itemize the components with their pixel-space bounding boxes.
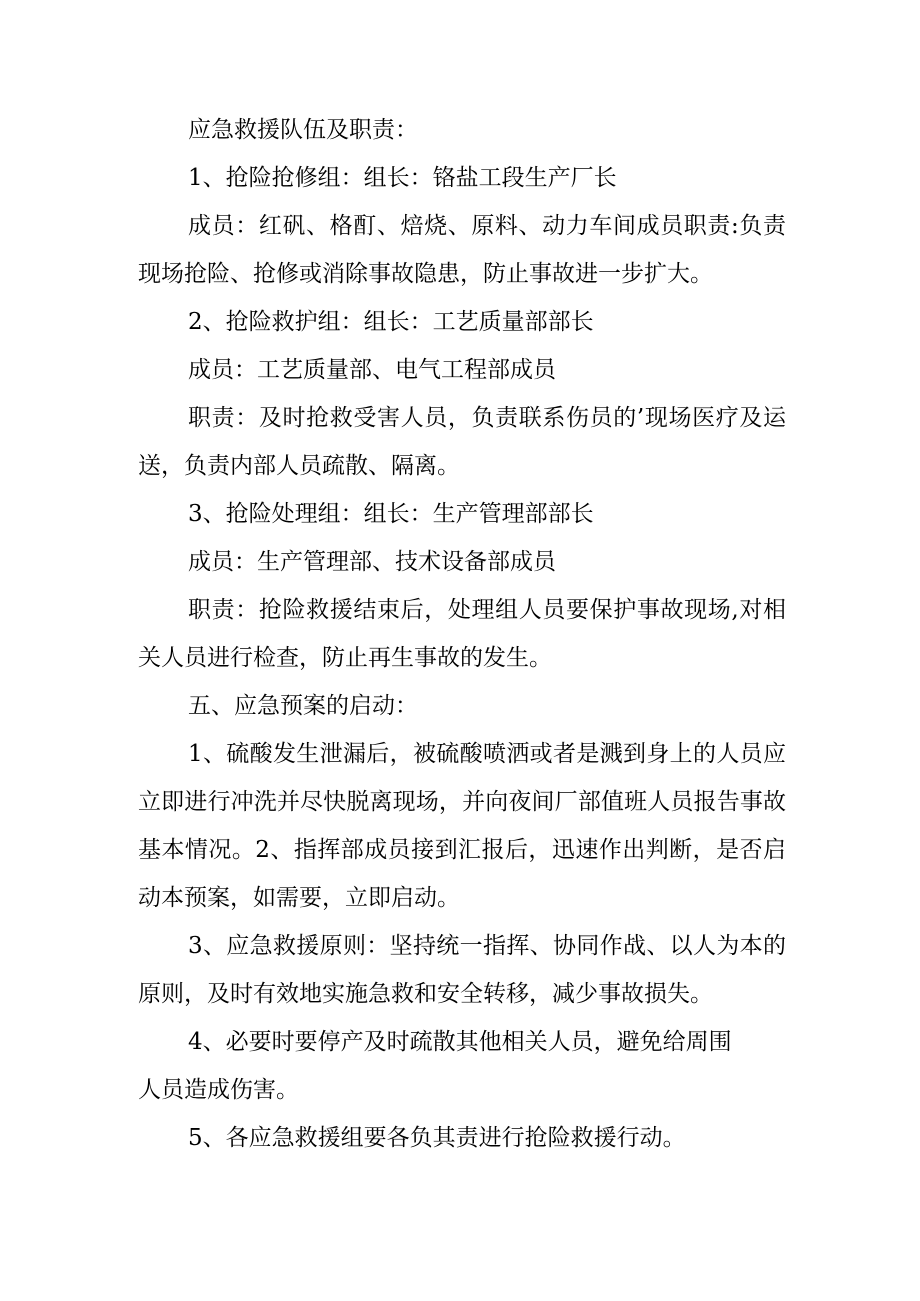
paragraph-rescue-aid-members: 成员：工艺质量部、电气工程部成员 [188, 357, 556, 383]
paragraph-plan-activation-heading: 五、应急预案的启动： [188, 693, 418, 719]
paragraph-rescue-aid-duties: 职责：及时抢救受害人员，负责联系伤员的’现场医疗及运送，负责内部人员疏散、隔离。 [138, 405, 786, 479]
paragraph-rescue-principles: 3、应急救援原则：坚持统一指挥、协同作战、以人为本的原则，及时有效地实施急救和安全转移，减少事故损失。 [138, 933, 786, 1007]
paragraph-evacuation-line2: 人员造成伤害。 [138, 1077, 299, 1103]
paragraph-evacuation-line1: 4、必要时要停产及时疏散其他相关人员，避免给周围 [188, 1029, 732, 1055]
paragraph-team-duties-heading: 应急救援队伍及职责： [188, 117, 418, 143]
paragraph-rescue-aid-group: 2、抢险救护组：组长：工艺质量部部长 [188, 309, 594, 335]
paragraph-handling-members: 成员：生产管理部、技术设备部成员 [188, 549, 556, 575]
paragraph-rescue-repair-group: 1、抢险抢修组：组长：铬盐工段生产厂长 [188, 165, 617, 191]
paragraph-activation-steps: 1、硫酸发生泄漏后，被硫酸喷洒或者是溅到身上的人员应立即进行冲洗并尽快脱离现场，并向夜间厂部值班人员报告事故基本情况。2、指挥部成员接到汇报后，迅速作出判断，是否启动本预案，如需要，立即启动。 [138, 741, 786, 911]
document-body [138, 106, 786, 1162]
paragraph-handling-duties: 职责：抢险救援结束后，处理组人员要保护事故现场,对相关人员进行检查，防止再生事故的发生。 [138, 597, 786, 671]
paragraph-rescue-repair-members: 成员：红矾、格酊、焙烧、原料、动力车间成员职责:负责现场抢险、抢修或消除事故隐患，防止事故进一步扩大。 [138, 213, 786, 287]
paragraph-handling-group: 3、抢险处理组：组长：生产管理部部长 [188, 501, 594, 527]
paragraph-groups-responsibility: 5、各应急救援组要各负其责进行抢险救援行动。 [188, 1125, 686, 1151]
